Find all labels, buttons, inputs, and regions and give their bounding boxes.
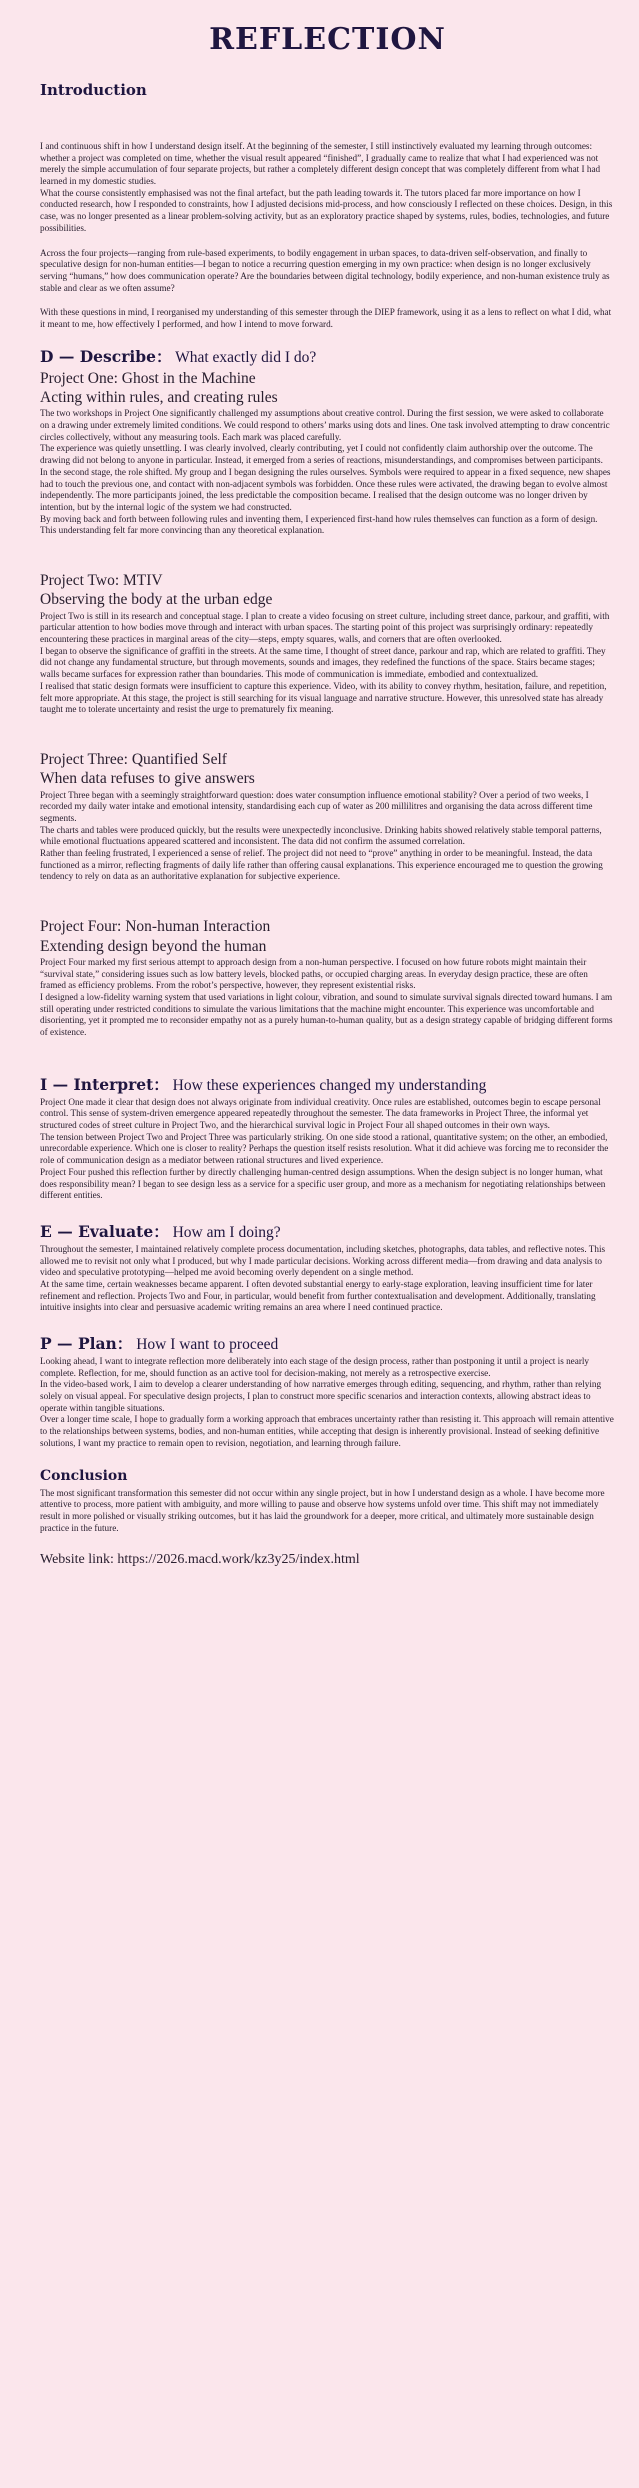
project-three-paragraph-3: Rather than feeling frustrated, I experienced a sense of relief. The project did not need to “prove” anything in order to be meaningful. Instead, the data functioned as a mirror, reflecting fragments of daily life rather than offering causal explanations. This experience encouraged me to question the growing tendency to rely on data as an authoritative explanation for subjective experience.	[40, 848, 603, 882]
interpret-paragraph-1: Project One made it clear that design does not always originate from individual creativity. Once rules are established, outcomes begin to escape personal control. This sense of system-driven emergence appeared repeatedly throughout the semester. The data frameworks in Project Three, the informal yet structured codes of street culture in Project Two, and the hierarchical survival logic in Project Four all shaped outcomes in their own ways.	[40, 1096, 601, 1131]
project-one-paragraph-4: By moving back and forth between following rules and inventing them, I experienced first-hand how rules themselves can function as a form of design. This understanding felt far more convincing than any theoretical explanation.	[40, 513, 598, 536]
project-two-paragraph-3: I realised that static design formats were insufficient to capture this experience. Video, with its ability to convey rhythm, hesitation, failure, and repetition, felt more appropriate. At this stage, the project is still searching for its visual language and narrative structure. However, this unresolved state has already taught me to tolerate uncertainty and resist the urge to prematurely fix meaning.	[40, 680, 607, 715]
describe-heading	[40, 345, 615, 367]
introduction-paragraph-2: What the course consistently emphasised was not the final artefact, but the path leading towards it. The tutors placed far more importance on how I conducted research, how I responded to constraints, how I adjusted decisions mid-process, and how consciously I reflected on these choices. Design, in this case, was no longer presented as a linear problem-solving activity, but as an exploratory practice shaped by systems, rules, bodies, technologies, and future possibilities.	[40, 187, 613, 233]
introduction-heading: Introduction	[40, 81, 147, 99]
project-three	[40, 750, 615, 883]
plan-question: How I want to proceed	[136, 1336, 279, 1353]
introduction-paragraph-4: With these questions in mind, I reorganised my understanding of this semester through the DIEP framework, using it as a lens to reflect on what I did, what it meant to me, how effectively I performed, and how I intend to move forward.	[40, 307, 612, 329]
project-one-paragraph-1: The two workshops in Project One significantly challenged my assumptions about creative control. During the first session, we were asked to collaborate on a drawing under extremely limited conditions. We could respond to others’ marks using dots and lines. One task involved attempting to draw concentric circles collectively, without any measuring tools. Each mark was placed carefully.	[40, 408, 610, 442]
interpret-question: How these experiences changed my understanding	[172, 1076, 487, 1094]
interpret-section	[40, 1073, 615, 1202]
conclusion-heading: Conclusion	[40, 1467, 128, 1484]
project-three-paragraph-1: Project Three began with a seemingly straightforward question: does water consumption influence emotional stability? Over a period of two weeks, I recorded my daily water intake and emotional intensity, standardising each cup of water as 200 millilitres and organising the data across different time segments.	[40, 789, 593, 823]
project-four	[40, 917, 615, 1039]
evaluate-heading	[40, 1220, 615, 1242]
plan-section	[40, 1332, 615, 1450]
interpret-paragraph-2: The tension between Project Two and Project Three was particularly striking. On one side stood a rational, quantitative system; on the other, an embodied, unrecordable experience. Which one is closer to reality? Perhaps the question itself resists resolution. What it did achieve was forcing me to reconsider the role of communication design as a mediator between rational structures and lived experience.	[40, 1131, 609, 1166]
project-one-subtitle: Acting within rules, and creating rules	[40, 389, 278, 406]
project-one	[40, 369, 615, 537]
project-four-title: Project Four: Non-human Interaction	[40, 918, 271, 936]
evaluate-question: How am I doing?	[172, 1223, 281, 1241]
introduction-paragraph-3: Across the four projects—ranging from rule-based experiments, to bodily engagement in urban spaces, to data-driven self-observation, and finally to speculative design for non-human entities—I began to notice a recurring question emerging in my own practice: when design is no longer exclusively serving “humans,” how does communication operate? Are the boundaries between digital technology, bodily experience, and non-human existence truly as stable and clear as we often assume?	[40, 247, 610, 293]
evaluate-paragraph-2: At the same time, certain weaknesses became apparent. I often devoted substantial energy to early-stage exploration, leaving insufficient time for later refinement and reflection. Projects Two and Four, in particular, would benefit from further contextualisation and development. Additionally, translating intuitive insights into clear and persuasive academic writing remains an area where I need continued practice.	[40, 1278, 596, 1313]
project-two-title: Project Two: MTIV	[40, 571, 163, 589]
project-three-title: Project Three: Quantified Self	[40, 750, 227, 768]
website-link[interactable]: Website link: https://2026.macd.work/kz3y25/index.html	[40, 1552, 360, 1568]
project-two	[40, 571, 615, 716]
plan-paragraph-1: Looking ahead, I want to integrate reflection more deliberately into each stage of the design process, rather than postponing it until a project is nearly complete. Reflection, for me, should function as an active tool for decision-making, not merely as a retrospective exercise.	[40, 1356, 590, 1378]
conclusion-paragraph: The most significant transformation this semester did not occur within any single project, but in how I understand design as a whole. I have become more attentive to process, more patient with ambiguity, and more willing to pause and observe how systems unfold over time. This shift may not immediately result in more polished or visually striking outcomes, but it has laid the groundwork for a deeper, more critical, and ultimately more sustainable design practice in the future.	[40, 1487, 605, 1533]
project-two-paragraph-1: Project Two is still in its research and conceptual stage. I plan to create a video focusing on street culture, including street dance, parkour, and graffiti, with particular attention to how bodies move through and interact with urban spaces. The starting point of this project was surprisingly ordinary: repeatedly encountering these practices in marginal areas of the city—steps, empty squares, walls, and corners that are often overlooked.	[40, 610, 610, 645]
evaluate-paragraph-1: Throughout the semester, I maintained relatively complete process documentation, including sketches, photographs, data tables, and reflective notes. This allowed me to revisit not only what I produced, but why I made particular decisions. Working across different media—from drawing and data analysis to video and speculative prototyping—helped me avoid becoming overly dependent on a single method.	[40, 1243, 606, 1278]
project-three-subtitle: When data refuses to give answers	[40, 770, 255, 788]
project-four-subtitle: Extending design beyond the human	[40, 937, 267, 955]
plan-paragraph-3: Over a longer time scale, I hope to gradually form a working approach that embraces uncertainty rather than resisting it. This approach will remain attentive to the relationships between systems, bodies, and non-human entities, while accepting that design is inherently provisional. Instead of seeking definitive solutions, I want my practice to remain open to revision, negotiation, and learning through failure.	[40, 1414, 614, 1448]
interpret-letter: I — Interpret：	[40, 1074, 169, 1094]
project-two-subtitle: Observing the body at the urban edge	[40, 591, 273, 609]
project-four-paragraph-2: I designed a low-fidelity warning system that used variations in light colour, vibration, and sound to simulate survival signals directed toward humans. I am still operating under restricted conditions to simulate the various limitations that the machine might encounter. This experience was uncomfortable and disorienting, yet it prompted me to reconsider empathy not as a purely human-to-human quality, but as a design strategy capable of bridging different forms of existence.	[40, 991, 613, 1037]
interpret-paragraph-3: Project Four pushed this reflection further by directly challenging human-centred design assumptions. When the design subject is no longer human, what does responsibility mean? I began to see design less as a service for a specific user group, and more as a mechanism for negotiating relationships between different entities.	[40, 1166, 606, 1201]
plan-heading	[40, 1332, 615, 1354]
introduction-section	[40, 141, 615, 331]
page-title: REFLECTION	[209, 22, 446, 57]
project-four-paragraph-1: Project Four marked my first serious attempt to approach design from a non-human perspective. I focused on how future robots might maintain their “survival state,” considering issues such as low battery levels, blocked paths, or occupied charging areas. In everyday design practice, these are often framed as efficiency problems. From the robot’s perspective, however, they represent existential risks.	[40, 956, 588, 991]
project-one-paragraph-2: The experience was quietly unsettling. I was clearly involved, clearly contributing, yet I could not confidently claim authorship over the outcome. The drawing did not belong to anyone in particular. Instead, it emerged from a series of reactions, misunderstandings, and compromises between participants.	[40, 443, 603, 466]
project-two-paragraph-2: I began to observe the significance of graffiti in the streets. At the same time, I thought of street dance, parkour and rap, which are related to graffiti. They did not change any fundamental structure, but through movements, sounds and images, they redefined the functions of the space. Stairs became stages; walls became surfaces for expression rather than boundaries. This mode of communication is immediate, embodied and contextualized.	[40, 645, 606, 680]
project-one-paragraph-3: In the second stage, the role shifted. My group and I began designing the rules ourselves. Symbols were required to appear in a fixed sequence, new shapes had to touch the previous one, and contact with non-adjacent symbols was forbidden. Once these rules were activated, the drawing began to evolve almost independently. The more participants joined, the less predictable the composition became. I realised that the design outcome was no longer driven by intention, but by the internal logic of the system we had constructed.	[40, 466, 611, 512]
plan-paragraph-2: In the video-based work, I aim to develop a clearer understanding of how narrative emerges through editing, sequencing, and rhythm, rather than relying solely on visual appeal. For speculative design projects, I plan to construct more specific scenarios and interaction contexts, allowing abstract ideas to operate within tangible situations.	[40, 1379, 602, 1413]
interpret-heading	[40, 1073, 615, 1095]
project-three-paragraph-2: The charts and tables were produced quickly, but the results were unexpectedly inconclusive. Drinking habits showed relatively stable temporal patterns, while emotional fluctuations appeared scattered and inconsistent. The data did not confirm the assumed correlation.	[40, 824, 602, 847]
describe-question: What exactly did I do?	[175, 348, 317, 366]
project-one-title: Project One: Ghost in the Machine	[40, 369, 256, 387]
describe-letter: D — Describe：	[40, 346, 172, 366]
plan-letter: P — Plan：	[40, 1334, 133, 1353]
evaluate-section	[40, 1220, 615, 1314]
evaluate-letter: E — Evaluate：	[40, 1221, 169, 1241]
introduction-paragraph-1: I and continuous shift in how I understand design itself. At the beginning of the semester, I still instinctively evaluated my learning through outcomes: whether a project was completed on time, whether the visual result appeared “finished”, I gradually came to realize that what I had experienced was not merely the simple accumulation of four separate projects, but rather a completely different design concept that was completely different from what I had learned in my domestic studies.	[40, 141, 601, 187]
